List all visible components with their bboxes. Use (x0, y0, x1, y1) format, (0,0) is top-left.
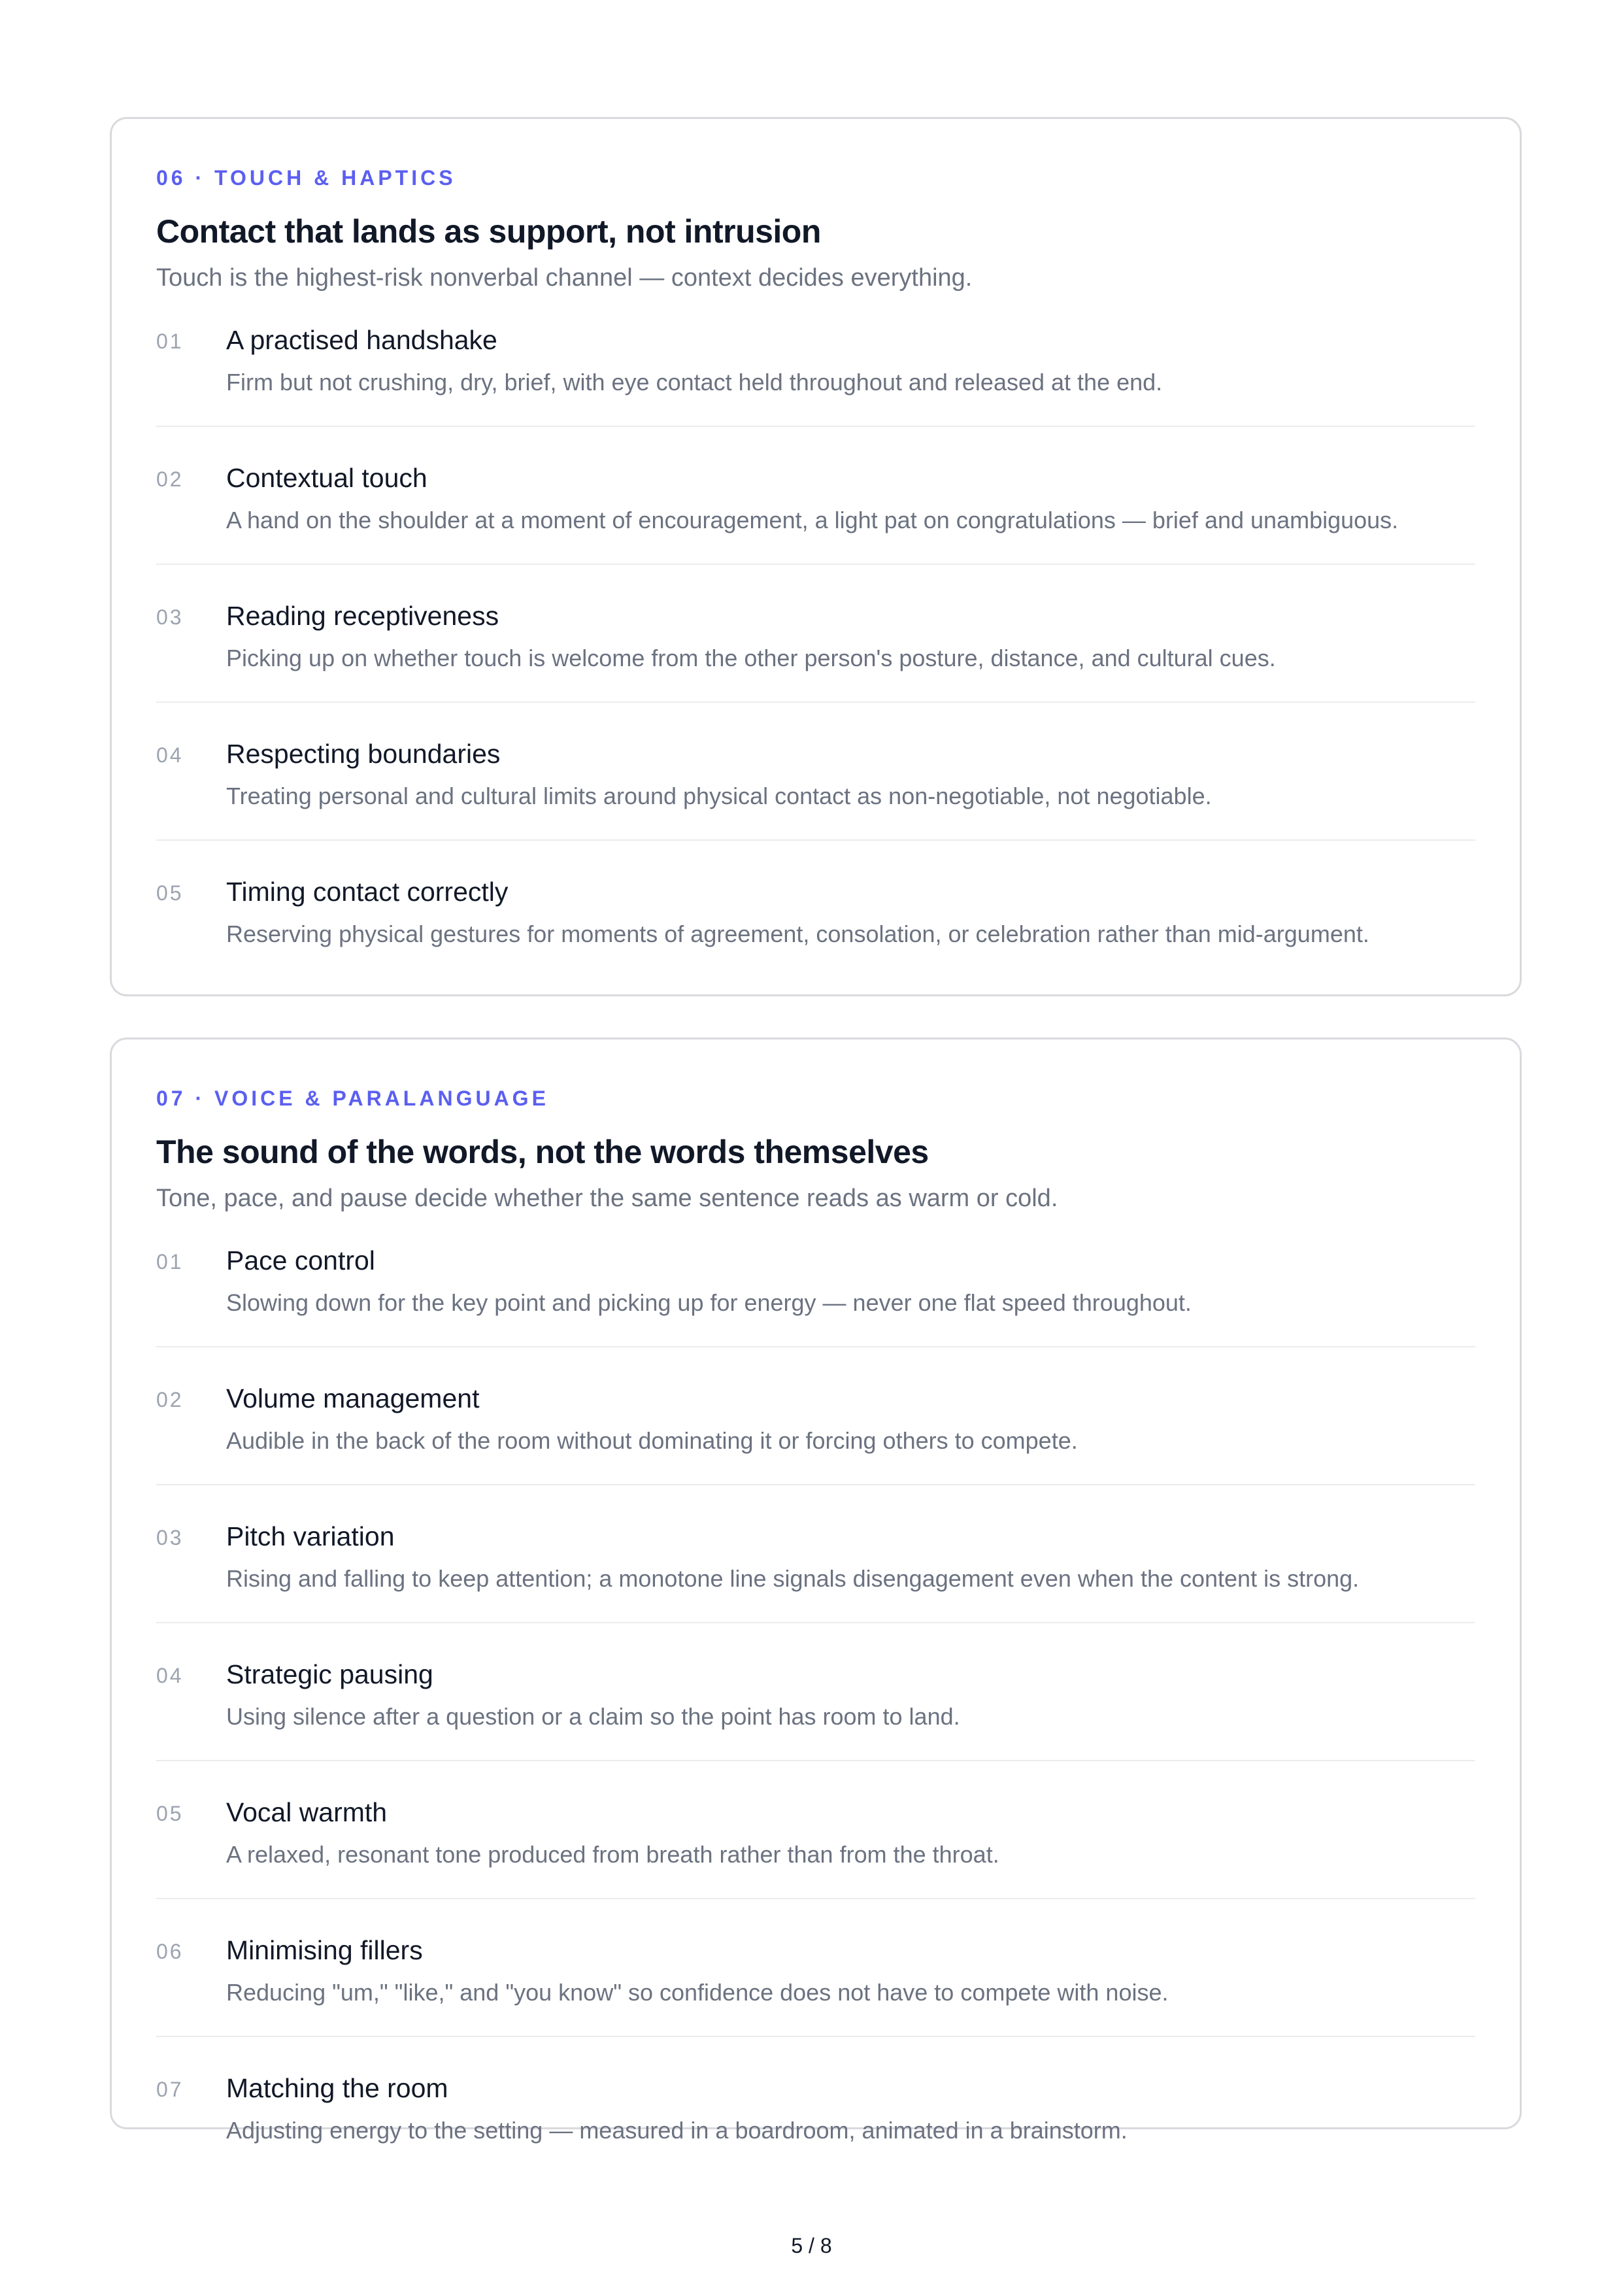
page-indicator: 5 / 8 (791, 2234, 832, 2257)
item-description: Adjusting energy to the setting — measured in a boardroom, animated in a brainstorm. (226, 2117, 1128, 2144)
item-description: Rising and falling to keep attention; a monotone line signals disengagement even when the content is strong. (226, 1565, 1360, 1592)
item-number: 03 (156, 605, 184, 629)
list-item (156, 1381, 1475, 1485)
item-description: Treating personal and cultural limits around physical contact as non-negotiable, not negotiable. (226, 783, 1212, 809)
item-number: 01 (156, 1250, 184, 1274)
item-number: 04 (156, 1664, 184, 1687)
item-title: Pace control (226, 1245, 375, 1275)
list-item (156, 1933, 1475, 2037)
list-item (156, 737, 1475, 841)
item-title: A practised handshake (226, 325, 497, 355)
list-item (156, 599, 1475, 703)
list-item (156, 1519, 1475, 1623)
list-item (156, 1795, 1475, 1899)
item-title: Pitch variation (226, 1521, 395, 1551)
section-subtitle: Tone, pace, and pause decide whether the same sentence reads as warm or cold. (156, 1185, 1058, 1212)
item-number: 06 (156, 1940, 184, 1963)
item-description: Using silence after a question or a claim so the point has room to land. (226, 1703, 960, 1730)
item-title: Contextual touch (226, 463, 427, 493)
item-title: Matching the room (226, 2073, 448, 2103)
section-card-touch-haptics (110, 117, 1522, 996)
item-number: 07 (156, 2078, 184, 2101)
item-number: 05 (156, 881, 184, 905)
list-item (156, 461, 1475, 565)
item-list (156, 1243, 1475, 2148)
item-number: 04 (156, 743, 184, 767)
item-description: Reserving physical gestures for moments of agreement, consolation, or celebration rather than mid-argument. (226, 920, 1369, 947)
section-title: The sound of the words, not the words themselves (156, 1134, 929, 1170)
item-description: Audible in the back of the room without dominating it or forcing others to compete. (226, 1427, 1078, 1454)
item-title: Minimising fillers (226, 1935, 423, 1965)
section-eyebrow: 07 · VOICE & PARALANGUAGE (156, 1087, 549, 1110)
item-description: Reducing "um," "like," and "you know" so confidence does not have to compete with noise. (226, 1979, 1169, 2006)
item-description: A hand on the shoulder at a moment of encouragement, a light pat on congratulations — brief and unambiguous. (226, 507, 1399, 533)
item-number: 03 (156, 1526, 184, 1549)
item-number: 02 (156, 1388, 184, 1411)
section-card-voice-paralanguage (110, 1038, 1522, 2144)
item-number: 01 (156, 329, 184, 353)
list-item (156, 2071, 1475, 2148)
section-title: Contact that lands as support, not intrusion (156, 213, 821, 250)
list-item (156, 1243, 1475, 1347)
item-title: Volume management (226, 1383, 480, 1413)
list-item (156, 323, 1475, 427)
item-number: 05 (156, 1802, 184, 1825)
item-number: 02 (156, 467, 184, 491)
item-description: Firm but not crushing, dry, brief, with eye contact held throughout and released at the end. (226, 369, 1163, 396)
item-title: Reading receptiveness (226, 601, 499, 631)
list-item (156, 1657, 1475, 1761)
item-title: Strategic pausing (226, 1659, 433, 1689)
item-title: Respecting boundaries (226, 739, 501, 769)
section-eyebrow: 06 · TOUCH & HAPTICS (156, 166, 456, 190)
item-description: A relaxed, resonant tone produced from breath rather than from the throat. (226, 1841, 999, 1868)
list-item (156, 875, 1475, 951)
item-title: Vocal warmth (226, 1797, 388, 1827)
item-list (156, 323, 1475, 951)
section-subtitle: Touch is the highest-risk nonverbal channel — context decides everything. (156, 264, 973, 292)
item-description: Slowing down for the key point and picking up for energy — never one flat speed throughout. (226, 1289, 1192, 1316)
item-description: Picking up on whether touch is welcome from the other person's posture, distance, and cultural cues. (226, 645, 1276, 671)
item-title: Timing contact correctly (226, 877, 509, 907)
